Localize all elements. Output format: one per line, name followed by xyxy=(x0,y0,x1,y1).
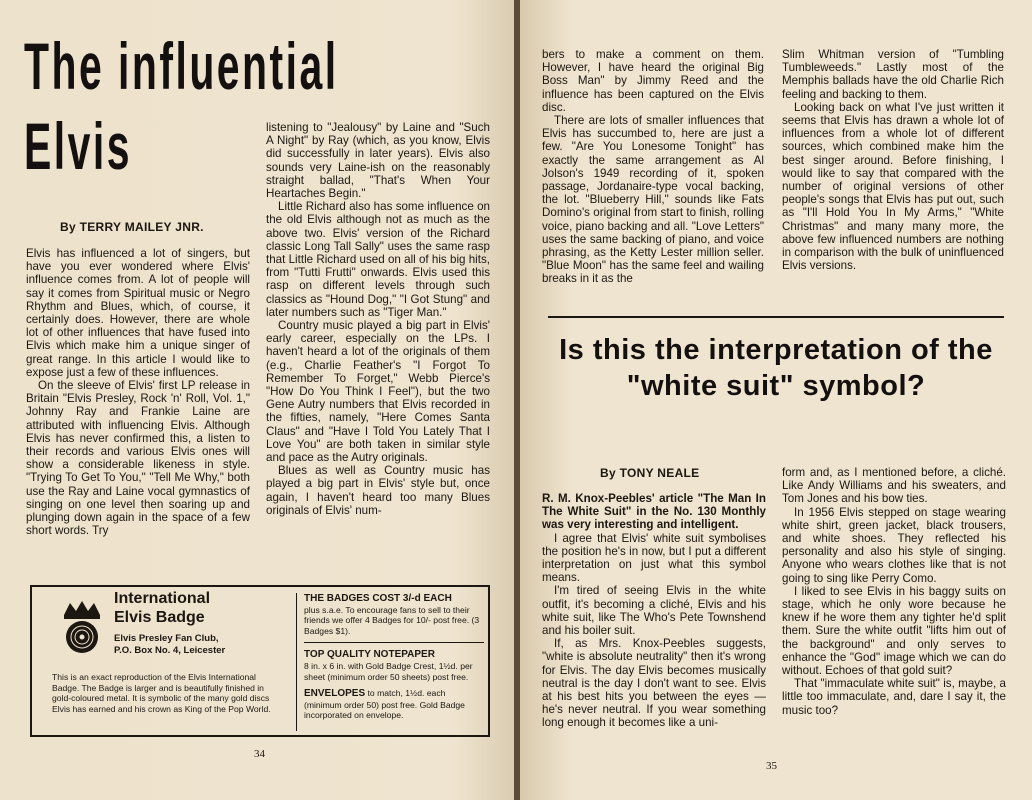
divider xyxy=(304,642,484,643)
lead-paragraph: R. M. Knox-Peebles' article "The Man In The White Suit" in the No. 130 Monthly was very interesting and intelligent. xyxy=(542,492,766,532)
badges-offer xyxy=(304,593,484,636)
ad-pricing xyxy=(304,593,484,727)
badges-text: plus s.a.e. To encourage fans to sell to their friends we offer 4 Badges for 10/- post free. (3 Badges $1). xyxy=(304,604,480,636)
byline-2: By TONY NEALE xyxy=(600,466,700,480)
column-6 xyxy=(782,466,1006,717)
paragraph: I agree that Elvis' white suit symbolises the position he's in now, but I put a different interpretation on just what this symbol means. xyxy=(542,531,766,585)
paragraph: Slim Whitman version of "Tumbling Tumbleweeds." Lastly most of the Memphis ballads have the old Charlie Rich feeling and backing to them. xyxy=(782,48,1004,101)
paragraph: form and, as I mentioned before, a cliché. Like Andy Williams and his sweaters, and Tom Jones and his bow ties. xyxy=(782,466,1006,506)
paragraph: Looking back on what I've just written it seems that Elvis has drawn a whole lot of influences from a whole lot of different sources, which combined make him the best singer around. Before finishing, I would like to say that compared with the number of original versions of other people's songs that Elvis has put out, such as "I'll Hold You In My Arms," "White Christmas" and many many more, the above few influenced numbers are nothing in comparison with the bulk of uninfluenced Elvis versions. xyxy=(782,100,1004,273)
paragraph: Little Richard also has some influence on the old Elvis although not as much as the above two. Elvis' version of the Richard classic Long Tall Sally" uses the same rasp that Little Richard used on all of his big hits, from "Tutti Frutti" onwards. Elvis used this rasp on different levels through such classics as "Hound Dog," "I Got Stung" and later numbers such as "Tiger Man." xyxy=(266,200,490,319)
page-number-right: 35 xyxy=(766,760,777,772)
article-headline: Is this the interpretation of the "white suit" symbol? xyxy=(559,334,993,402)
notepaper-heading: TOP QUALITY NOTEPAPER xyxy=(304,649,435,661)
ad-title xyxy=(114,589,210,627)
badge-icon xyxy=(58,601,106,655)
notepaper-text: 8 in. x 6 in. with Gold Badge Crest, 1½d. per sheet (minimum order 50 sheets) post free. xyxy=(304,660,473,682)
column-5 xyxy=(542,492,766,730)
paragraph: On the sleeve of Elvis' first LP release in Britain "Elvis Presley, Rock 'n' Roll, Vol. 1," Johnny Ray and Frankie Laine are attributed with influencing Elvis. Although Elvis has never confirmed this, a listen to their records and various Elvis ones will show a considerable likeness in style. "Trying To Get To You," "Tell Me Why," both use the Ray and Laine vocal gymnastics of singing on one level then soaring up and plunging down again in the space of a few short words. Try xyxy=(26,379,250,538)
paragraph: Elvis has influenced a lot of singers, but have you ever wondered where Elvis' influence comes from. A lot of people will say it comes from Spiritual music or Negro Rhythm and Blues, which, of course, it certainly does. However, there are whole lot of other influences that have fused into Elvis which make him a unique singer of great range. In this article I would like to expose just a few of these influences. xyxy=(26,247,250,379)
ad-divider xyxy=(296,593,297,731)
column-1 xyxy=(26,247,250,537)
notepaper-offer xyxy=(304,649,484,682)
paragraph: In 1956 Elvis stepped on stage wearing white shirt, green jacket, black trousers, and white shoes. They reflected his personality and also his style of singing. Anyone who wears clothes like that is not going to sing like Perry Como. xyxy=(782,505,1006,585)
paragraph: I'm tired of seeing Elvis in the white outfit, it's becoming a cliché, Elvis and his white suit, like The Who's Pete Townshend and his boiler suit. xyxy=(542,584,766,638)
envelopes-text: to match, 1½d. each (minimum order 50) post free. Gold Badge incorporated on envelope. xyxy=(304,688,465,721)
column-3 xyxy=(542,48,764,286)
column-4 xyxy=(782,48,1004,272)
envelopes-offer xyxy=(304,688,484,721)
paragraph: I liked to see Elvis in his baggy suits on stage, which he only wore because he knew if he wore them any tighter he'd split them. Sure the white outfit "lifts him out of the background" and only serves to enhance the "God" image which we can do without. Echoes of that gold suit? xyxy=(782,584,1006,678)
ad-title-line-1: International xyxy=(114,590,211,607)
title-line-1: The influential xyxy=(24,29,339,103)
paragraph: If, as Mrs. Knox-Peebles suggests, "white is absolute neutrality" then it's wrong for Elvis. The day Elvis becomes musically neutral is the day I don't want to see. Elvis at his best hits you between the eyes — he's never neutral. If you wear something long enough it becomes like a uni- xyxy=(542,637,766,730)
ad-title-line-2: Elvis Badge xyxy=(114,609,205,626)
badges-heading: THE BADGES COST 3/-d EACH xyxy=(304,593,452,604)
paragraph: That "immaculate white suit" is, maybe, a little too immaculate, and, dare I say it, the music too? xyxy=(782,677,1006,717)
byline: By TERRY MAILEY JNR. xyxy=(60,220,204,234)
paragraph: Country music played a big part in Elvis' early career, especially on the LPs. I haven't heard a lot of the originals of them (e.g., Charlie Feather's "I Forgot To Remember To Forget," Webb Pierce's "How Do You Think I Feel"), but the two Gene Autry numbers that Elvis recorded in the fifties, namely, "Here Comes Santa Claus" and "Have I Told You Lately That I Love You" are both taken in similar style and pace as the Autry originals. xyxy=(266,319,490,465)
paragraph: There are lots of smaller influences that Elvis has succumbed to, here are just a few. "Are You Lonesome Tonight" has exactly the same arrangement as Al Jolson's 1949 recording of it, spoken passage, Jordanaire-type vocal backing, the lot. "Blueberry Hill," sounds like Fats Domino's original from start to finish, rolling voice, piano backing and all. "Love Letters" uses the same backing of piano, and voice phrasing, as the Ketty Lester million seller. "Blue Moon" has the same feel and wailing breaks in it as the xyxy=(542,114,764,286)
badge-description: This is an exact reproduction of the Elvis International Badge. The Badge is larger and is beautifully finished in gold-coloured metal. It is symbolic of the many gold discs Elvis has earned and his crown as King of the Pop World. xyxy=(52,672,271,714)
title-line-2: Elvis xyxy=(24,109,132,183)
club-name: Elvis Presley Fan Club, xyxy=(114,633,219,644)
badge-advertisement xyxy=(30,585,490,737)
club-postbox: P.O. Box No. 4, Leicester xyxy=(114,644,226,656)
paragraph: Blues as well as Country music has played a big part in Elvis' style but, once again, I haven't heard too many Blues originals of Elvis' num- xyxy=(266,464,490,517)
envelopes-heading: ENVELOPES xyxy=(304,688,366,700)
page-number-left: 34 xyxy=(254,748,265,760)
paragraph: bers to make a comment on them. However, I have heard the original Big Boss Man" by Jimmy Reed and the influence has been captured on the Elvis disc. xyxy=(542,48,764,114)
club-address xyxy=(114,633,225,656)
column-2 xyxy=(266,121,490,517)
paragraph: listening to "Jealousy" by Laine and "Such A Night" by Ray (which, as you know, Elvis did successfully in later years). Elvis also sounds very Laine-ish on the reasonably straight ballad, "That's When Your Heartaches Begin." xyxy=(266,121,490,201)
section-divider xyxy=(548,316,1004,318)
